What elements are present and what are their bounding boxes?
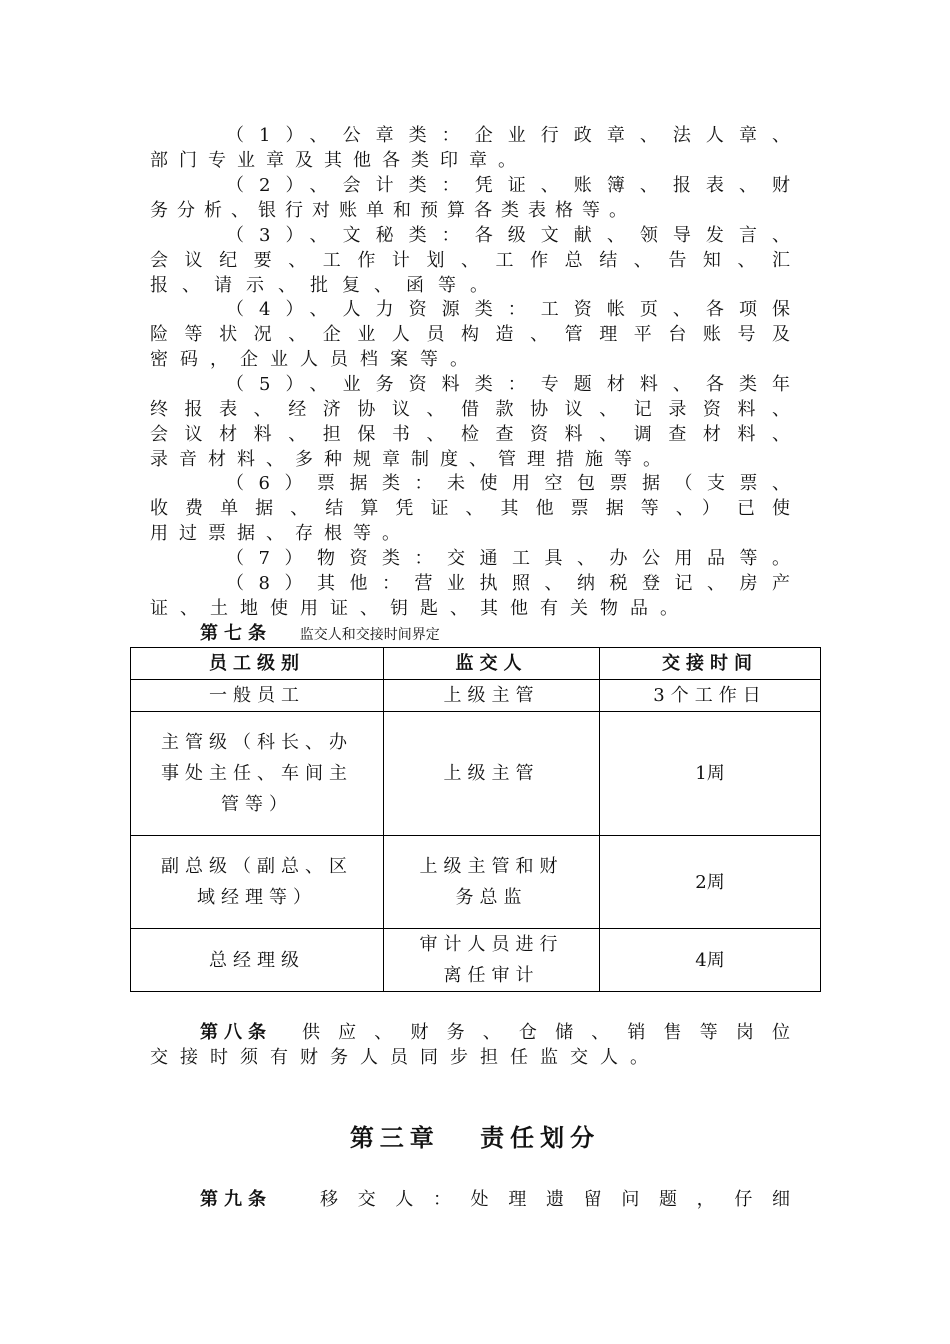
- text-line: （2）、会计类：凭证、账簿、报表、财: [226, 175, 790, 196]
- cell-supervisor: 上级主管和财务总监: [384, 836, 600, 929]
- cell-level: 总经理级: [131, 929, 384, 992]
- header-employee-level: 员工级别: [131, 648, 384, 680]
- text-line: 报、请示、批复、函等。: [150, 275, 502, 296]
- text-line: （6）票据类：未使用空包票据（支票、: [226, 473, 790, 494]
- table-row: [131, 929, 821, 992]
- cell-time: 3个工作日: [600, 680, 821, 712]
- text-line: 用过票据、存根等。: [150, 523, 411, 544]
- text-line: （1）、公章类：企业行政章、法人章、: [226, 125, 790, 146]
- text-line: 密码，企业人员档案等。: [150, 349, 480, 370]
- article-8-heading: [200, 1021, 790, 1045]
- cell-level: 副总级（副总、区域经理等）: [131, 836, 384, 929]
- table-header-row: [131, 648, 821, 680]
- text-line: 终报表、经济协议、借款协议、记录资料、: [150, 399, 790, 420]
- cell-supervisor: 上级主管: [384, 712, 600, 836]
- text-line: （5）、业务资料类：专题材料、各类年: [226, 374, 790, 395]
- article-9-label: 第九条: [200, 1189, 272, 1210]
- text-line: 证、土地使用证、钥匙、其他有关物品。: [150, 598, 690, 619]
- article-8-line1: 供应、财务、仓储、销售等岗位: [302, 1022, 790, 1043]
- header-supervisor: 监交人: [384, 648, 600, 680]
- cell-level: 主管级（科长、办事处主任、车间主管等）: [131, 712, 384, 836]
- text-line: 部门专业章及其他各类印章。: [150, 150, 527, 171]
- article-9-text: 移交人：处理遗留问题，仔细: [320, 1189, 790, 1210]
- text-line: （7）物资类：交通工具、办公用品等。: [226, 548, 790, 569]
- cell-time: 4周: [600, 929, 821, 992]
- text-line: 务分析、银行对账单和预算各类表格等。: [150, 200, 636, 221]
- table-row: [131, 680, 821, 712]
- handover-table: [130, 647, 821, 992]
- text-line: 会议纪要、工作计划、工作总结、告知、汇: [150, 250, 790, 271]
- cell-time: 2周: [600, 836, 821, 929]
- article-7-label: 第七条: [200, 623, 272, 644]
- article-9-heading: [200, 1188, 790, 1212]
- cell-supervisor: 审计人员进行离任审计: [384, 929, 600, 992]
- cell-level: 一般员工: [131, 680, 384, 712]
- article-7-heading: [200, 622, 440, 647]
- table-row: [131, 712, 821, 836]
- article-7-text: 监交人和交接时间界定: [299, 627, 440, 643]
- article-8-line2: 交接时须有财务人员同步担任监交人。: [150, 1047, 660, 1068]
- text-line: 录音材料、多种规章制度、管理措施等。: [150, 449, 672, 470]
- article-8-label: 第八条: [200, 1022, 272, 1043]
- text-line: （8）其他：营业执照、纳税登记、房产: [226, 573, 790, 594]
- text-line: 会议材料、担保书、检查资料、调查材料、: [150, 424, 790, 445]
- text-line: （4）、人力资源类：工资帐页、各项保: [226, 299, 790, 320]
- table-row: [131, 836, 821, 929]
- text-line: （3）、文秘类：各级文献、领导发言、: [226, 225, 790, 246]
- chapter-title: 责任划分: [480, 1124, 601, 1152]
- text-line: 险等状况、企业人员构造、管理平台账号及: [150, 324, 790, 345]
- text-line: 收费单据、结算凭证、其他票据等、）已使: [150, 498, 790, 519]
- chapter-heading: [0, 1118, 950, 1153]
- cell-time: 1周: [600, 712, 821, 836]
- cell-supervisor: 上级主管: [384, 680, 600, 712]
- chapter-number: 第三章: [349, 1124, 440, 1152]
- header-handover-time: 交接时间: [600, 648, 821, 680]
